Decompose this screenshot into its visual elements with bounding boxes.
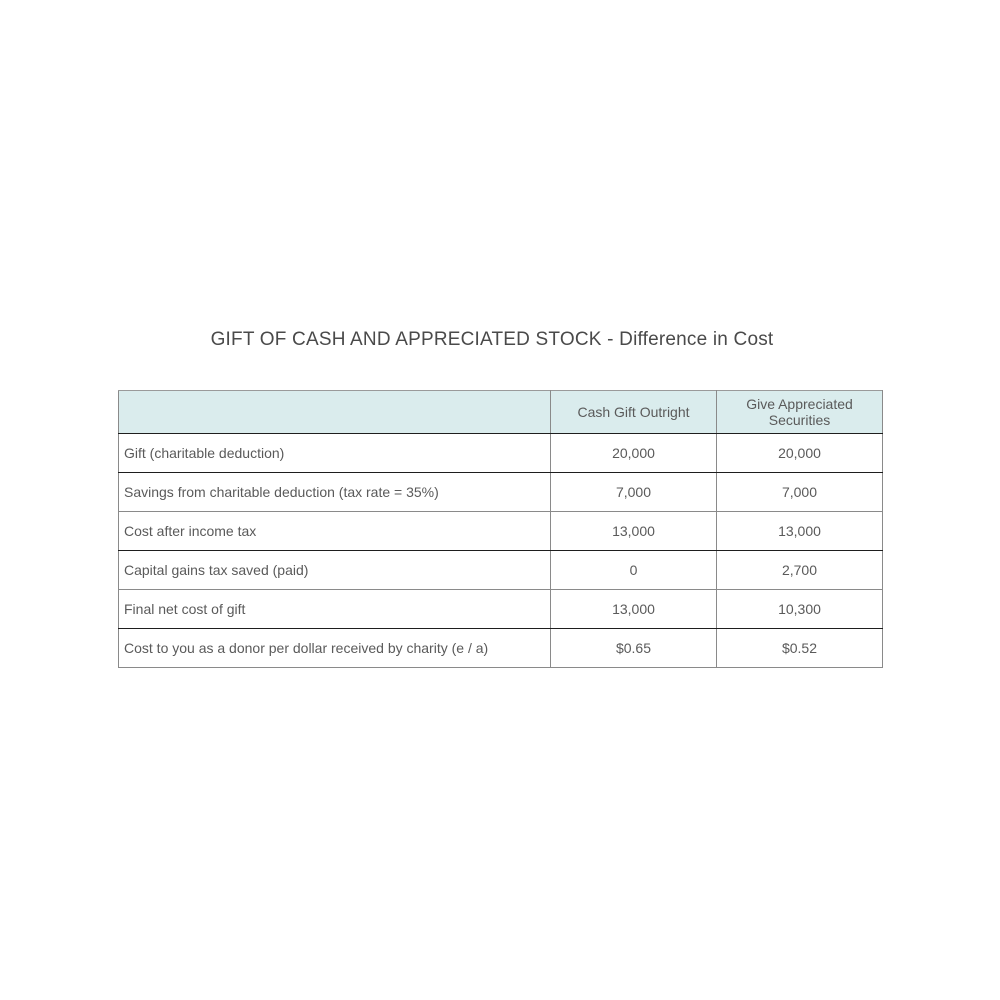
- table-row-cost-after-tax: [119, 512, 883, 551]
- table-row-cost-per-dollar: [119, 629, 883, 668]
- cash-value: $0.65: [551, 629, 717, 668]
- cash-value: 0: [551, 551, 717, 590]
- table-row-gift: [119, 434, 883, 473]
- securities-value: $0.52: [717, 629, 883, 668]
- page-title: GIFT OF CASH AND APPRECIATED STOCK - Difference in Cost: [210, 329, 774, 350]
- row-label: Cost to you as a donor per dollar received by charity (e / a): [119, 629, 551, 668]
- cash-value: 20,000: [551, 434, 717, 473]
- securities-value: 7,000: [717, 473, 883, 512]
- cash-value: 13,000: [551, 512, 717, 551]
- header-blank-cell: [119, 391, 551, 434]
- header-cash-gift-outright: Cash Gift Outright: [551, 391, 717, 434]
- row-label: Final net cost of gift: [119, 590, 551, 629]
- table-row-savings: [119, 473, 883, 512]
- row-label: Cost after income tax: [119, 512, 551, 551]
- cost-comparison-table: [118, 390, 883, 668]
- row-label: Savings from charitable deduction (tax rate = 35%): [119, 473, 551, 512]
- securities-value: 13,000: [717, 512, 883, 551]
- table-row-capital-gains: [119, 551, 883, 590]
- table-header-row: [119, 391, 883, 434]
- securities-value: 20,000: [717, 434, 883, 473]
- row-label: Gift (charitable deduction): [119, 434, 551, 473]
- row-label: Capital gains tax saved (paid): [119, 551, 551, 590]
- securities-value: 2,700: [717, 551, 883, 590]
- cash-value: 13,000: [551, 590, 717, 629]
- header-give-appreciated-securities: Give Appreciated Securities: [717, 391, 883, 434]
- securities-value: 10,300: [717, 590, 883, 629]
- table-row-final-net-cost: [119, 590, 883, 629]
- cash-value: 7,000: [551, 473, 717, 512]
